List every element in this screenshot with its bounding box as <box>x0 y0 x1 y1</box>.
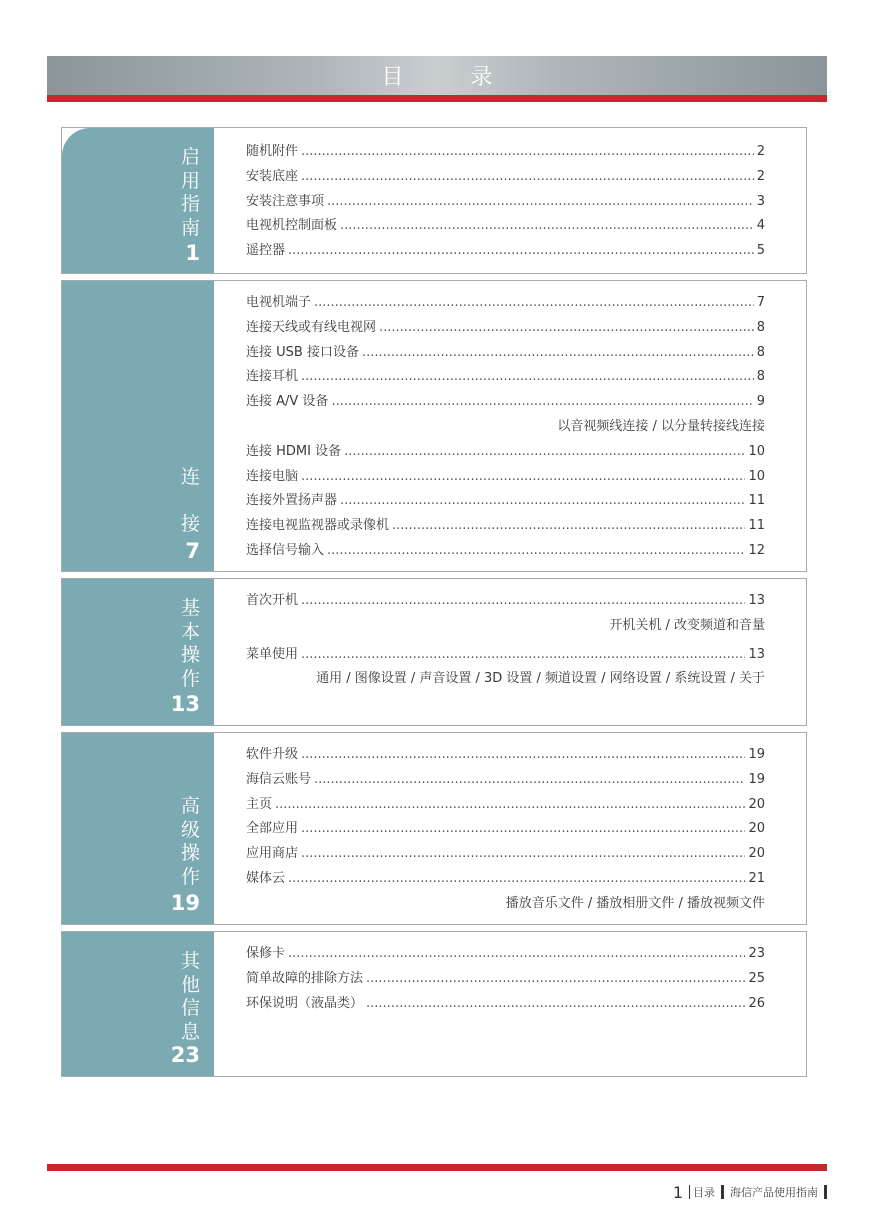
footer-guide-label: 海信产品使用指南 <box>730 1186 818 1199</box>
section-start-page: 13 <box>170 692 200 716</box>
section-tab <box>62 579 214 725</box>
toc-section-basic-operation <box>61 578 807 726</box>
toc-entries <box>246 140 765 264</box>
header-banner <box>47 56 827 95</box>
page-footer <box>673 1182 827 1202</box>
toc-entry[interactable]: 主页 ..... 20 <box>246 793 765 818</box>
toc-entries <box>246 743 765 917</box>
toc-entry[interactable]: 安装底座 ..... 2 <box>246 165 765 190</box>
toc-entries <box>246 291 765 564</box>
toc-entry[interactable]: 安装注意事项 ..... 3 <box>246 190 765 215</box>
footer-divider-bar <box>721 1185 724 1199</box>
toc-subentry[interactable]: 以音视频线连接 / 以分量转接线连接 <box>557 418 765 434</box>
toc-entry[interactable]: 选择信号输入 ..... 12 <box>246 539 765 564</box>
toc-section-other-info <box>61 931 807 1077</box>
toc-entry[interactable]: 连接电脑 ..... 10 <box>246 465 765 490</box>
toc-entry[interactable]: 连接电视监视器或录像机 ..... 11 <box>246 514 765 539</box>
section-tab <box>62 932 214 1076</box>
toc-entry[interactable]: 遥控器 ..... 5 <box>246 239 765 264</box>
page-number: 1 <box>672 1182 683 1202</box>
section-start-page: 7 <box>185 539 200 563</box>
header-accent-line <box>47 95 827 102</box>
toc-subentry[interactable]: 开机关机 / 改变频道和音量 <box>609 617 765 633</box>
toc-entry[interactable]: 连接耳机 ..... 8 <box>246 365 765 390</box>
toc-entry[interactable]: 电视机控制面板 ..... 4 <box>246 214 765 239</box>
toc-section-getting-started <box>61 127 807 274</box>
section-tab-label: 启 用 指 南 <box>180 146 200 239</box>
toc-entry[interactable]: 保修卡 ..... 23 <box>246 942 765 967</box>
toc-entry[interactable]: 全部应用 ..... 20 <box>246 817 765 842</box>
toc-entries <box>246 942 765 1016</box>
section-tab <box>62 128 214 273</box>
section-tab <box>62 733 214 924</box>
toc-section-connection <box>61 280 807 572</box>
toc-section-advanced-operation <box>61 732 807 925</box>
footer-accent-line <box>47 1164 827 1171</box>
toc-entry[interactable]: 连接 HDMI 设备 ..... 10 <box>246 440 765 465</box>
section-tab-label: 其 他 信 息 <box>180 950 200 1043</box>
toc-entry[interactable]: 随机附件 ..... 2 <box>246 140 765 165</box>
toc-entry[interactable]: 菜单使用 ..... 13 <box>246 643 765 668</box>
section-tab <box>62 281 214 571</box>
section-tab-label: 基 本 操 作 <box>180 597 200 690</box>
section-start-page: 23 <box>170 1043 200 1067</box>
toc-entry[interactable]: 简单故障的排除方法 ..... 25 <box>246 967 765 992</box>
toc-entry[interactable]: 应用商店 ..... 20 <box>246 842 765 867</box>
toc-entry[interactable]: 连接天线或有线电视网 ..... 8 <box>246 316 765 341</box>
footer-section-label: 目录 <box>693 1186 715 1199</box>
toc-entry[interactable]: 媒体云 ..... 21 <box>246 867 765 892</box>
toc-entry[interactable]: 首次开机 ..... 13 <box>246 589 765 614</box>
toc-entries <box>246 589 765 692</box>
toc-entry[interactable]: 连接外置扬声器 ..... 11 <box>246 489 765 514</box>
page-title: 目 录 <box>381 65 523 90</box>
footer-divider <box>689 1185 690 1199</box>
toc-entry[interactable]: 电视机端子 ..... 7 <box>246 291 765 316</box>
section-start-page: 1 <box>185 241 200 265</box>
footer-end-bar <box>824 1185 827 1199</box>
toc-entry[interactable]: 软件升级 ..... 19 <box>246 743 765 768</box>
section-start-page: 19 <box>170 891 200 915</box>
toc-subentry[interactable]: 通用 / 图像设置 / 声音设置 / 3D 设置 / 频道设置 / 网络设置 / 系统设置 / 关于 <box>316 671 765 687</box>
toc-entry[interactable]: 海信云账号 ..... 19 <box>246 768 765 793</box>
section-tab-label: 连 接 <box>180 466 200 535</box>
toc-entry[interactable]: 连接 USB 接口设备 ..... 8 <box>246 341 765 366</box>
section-tab-label: 高 级 操 作 <box>180 795 200 888</box>
toc-subentry[interactable]: 播放音乐文件 / 播放相册文件 / 播放视频文件 <box>505 895 765 911</box>
toc-entry[interactable]: 连接 A/V 设备 ..... 9 <box>246 390 765 415</box>
toc-entry[interactable]: 环保说明（液晶类） ..... 26 <box>246 992 765 1017</box>
